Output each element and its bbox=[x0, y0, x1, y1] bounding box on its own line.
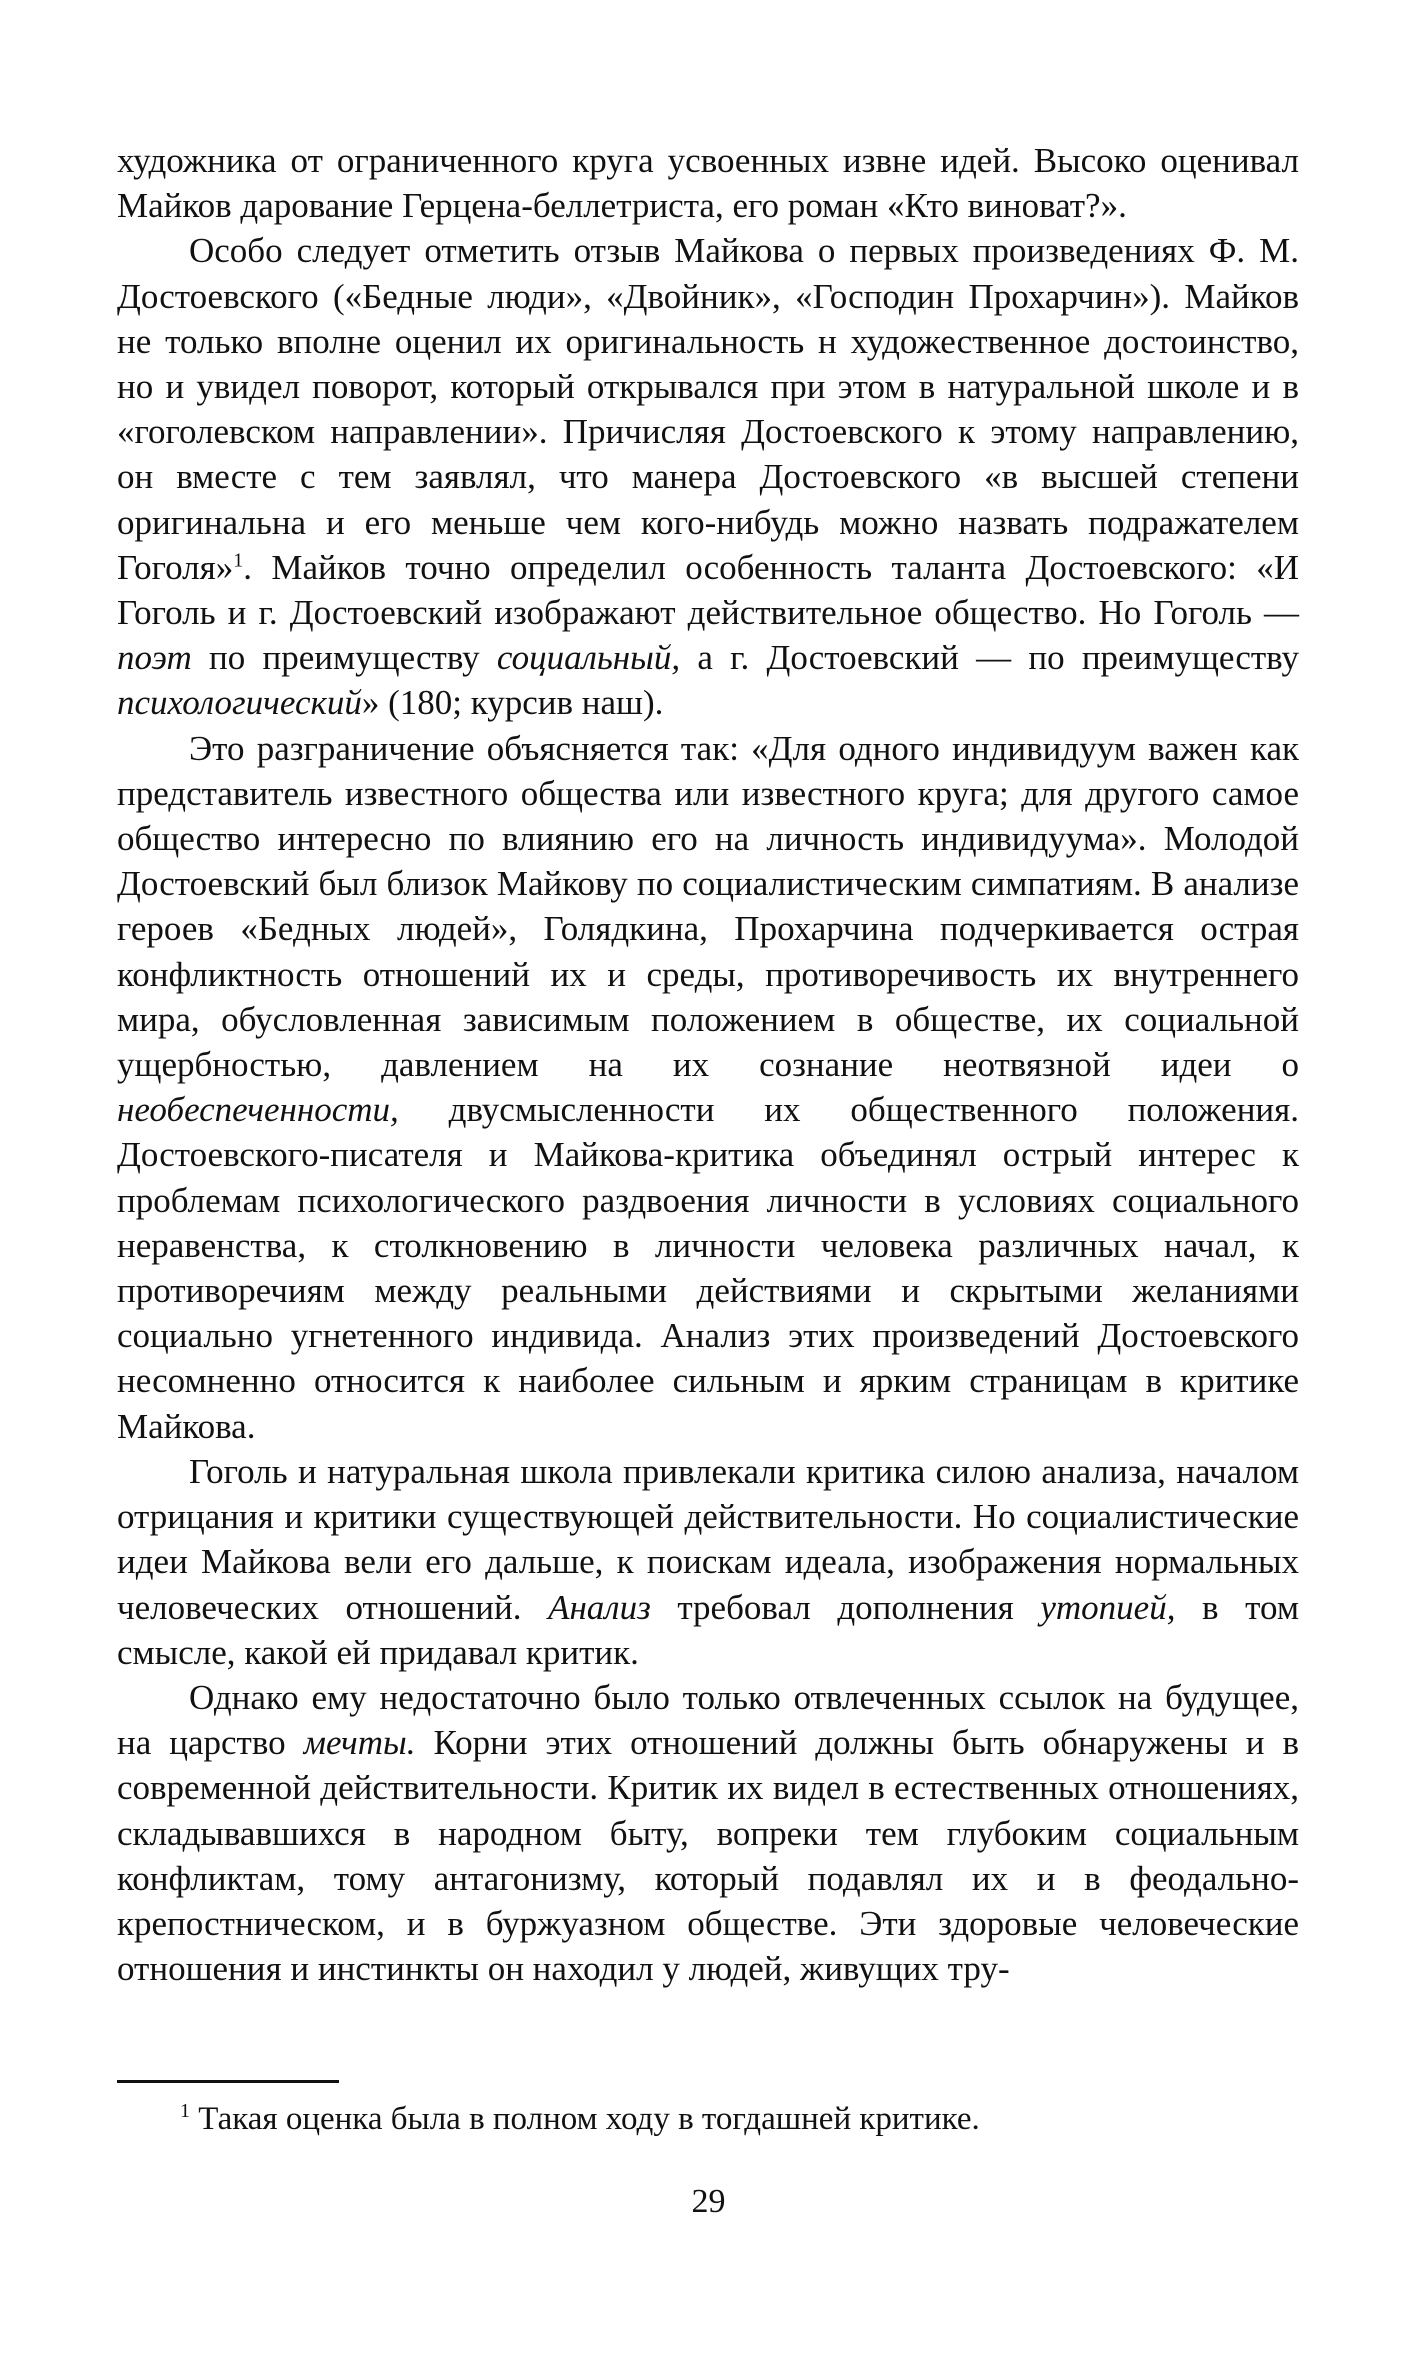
paragraph bbox=[117, 138, 1299, 228]
emphasis-text: мечты. bbox=[303, 1723, 416, 1763]
paragraph-text: Это разграничение объясняется так: «Для одного индивидуум важен как представитель известного общества или известного круга; для другого самое общество интересно по влиянию его на личность индивидуума». Молодой Достоевский был близок Майкову по социалистическим симпатиям. В анализе героев «Бедных людей», Голядкина, Прохарчина подчеркивается острая конфликтность отношений их и среды, противоречивость их внутреннего мира, обусловленная зависимым положением в обществе, их социальной ущербностью, давлением на их сознание неотвязной идеи о bbox=[117, 728, 1299, 1085]
emphasis-text: утопией, bbox=[1040, 1587, 1176, 1627]
paragraph-text: в том смысле, какой ей придавал критик. bbox=[117, 1587, 1299, 1672]
paragraph bbox=[117, 1675, 1299, 1991]
footnote-marker: 1 bbox=[180, 2100, 190, 2122]
footnote bbox=[180, 2098, 1280, 2140]
page-body bbox=[117, 138, 1299, 1991]
paragraph-text: . Майков точно определил особенность таланта Достоевского: «И Гоголь и г. Достоевский изображают действительное общество. Но Гоголь — bbox=[117, 547, 1299, 633]
paragraph-text: художника от ограниченного круга усвоенных извне идей. Высоко оценивал Майков дарование Герцена-беллетриста, его роман «Кто виноват?». bbox=[117, 141, 1299, 226]
emphasis-text: поэт bbox=[117, 638, 192, 678]
paragraph-text: требовал дополнения bbox=[650, 1587, 1041, 1627]
paragraph-text: Особо следует отметить отзыв Майкова о первых произведениях Ф. М. Достоевского («Бедные люди», «Двойник», «Господин Прохарчин»). Майков не только вполне оценил их оригинальность н художественное достоинство, но и увидел поворот, который открывался при этом в натуральной школе и в «гоголевском направлении». Причисляя Достоевского к этому направлению, он вместе с тем заявлял, что манера Достоевского «в высшей степени оригинальна и его меньше чем кого-нибудь можно назвать подражателем Гоголя» bbox=[117, 231, 1299, 587]
paragraph-text: Однако ему недостаточно было только отвлеченных ссылок на будущее, на царство bbox=[117, 1677, 1299, 1763]
emphasis-text: социальный, bbox=[496, 638, 681, 678]
paragraph-text: а г. Достоевский — по преимуществу bbox=[680, 638, 1299, 678]
paragraph-text: двусмысленности их общественного положения. Достоевского-писателя и Майкова-критика объединял острый интерес к проблемам психологического раздвоения личности в условиях социального неравенства, к столкновению в личности человека различных начал, к противоречиям между реальными действиями и скрытыми желаниями социально угнетенного индивида. Анализ этих произведений Достоевского несомненно относится к наиболее сильным и ярким страницам в критике Майкова. bbox=[117, 1090, 1299, 1446]
paragraph bbox=[117, 1449, 1299, 1675]
paragraph-text: » (180; курсив наш). bbox=[361, 683, 664, 723]
emphasis-text: необеспеченности, bbox=[117, 1090, 399, 1130]
paragraph-text: по преимуществу bbox=[191, 638, 497, 678]
paragraph-text: Корни этих отношений должны быть обнаружены и в современной действительности. Критик их видел в естественных отношениях, складывавшихся в народном быту, вопреки тем глубоким социальным конфликтам, тому антагонизму, который подавлял их и в феодально-крепостническом, и в буржуазном обществе. Эти здоровые человеческие отношения и инстинкты он находил у людей, живущих тру- bbox=[117, 1723, 1299, 1989]
paragraph bbox=[117, 228, 1299, 725]
page-number: 29 bbox=[691, 2183, 726, 2220]
emphasis-text: Анализ bbox=[548, 1587, 651, 1627]
footnote-text: Такая оценка была в полном ходу в тогдашней критике. bbox=[190, 2101, 980, 2137]
paragraph bbox=[117, 726, 1299, 1449]
footnote-reference: 1 bbox=[233, 549, 244, 572]
footnote-divider bbox=[117, 2080, 339, 2083]
paragraph-text: Гоголь и натуральная школа привлекали критика силою анализа, началом отрицания и критики существующей действительности. Но социалистические идеи Майкова вели его дальше, к поискам идеала, изображения нормальных человеческих отношений. bbox=[117, 1451, 1299, 1627]
emphasis-text: психологический bbox=[117, 683, 362, 723]
